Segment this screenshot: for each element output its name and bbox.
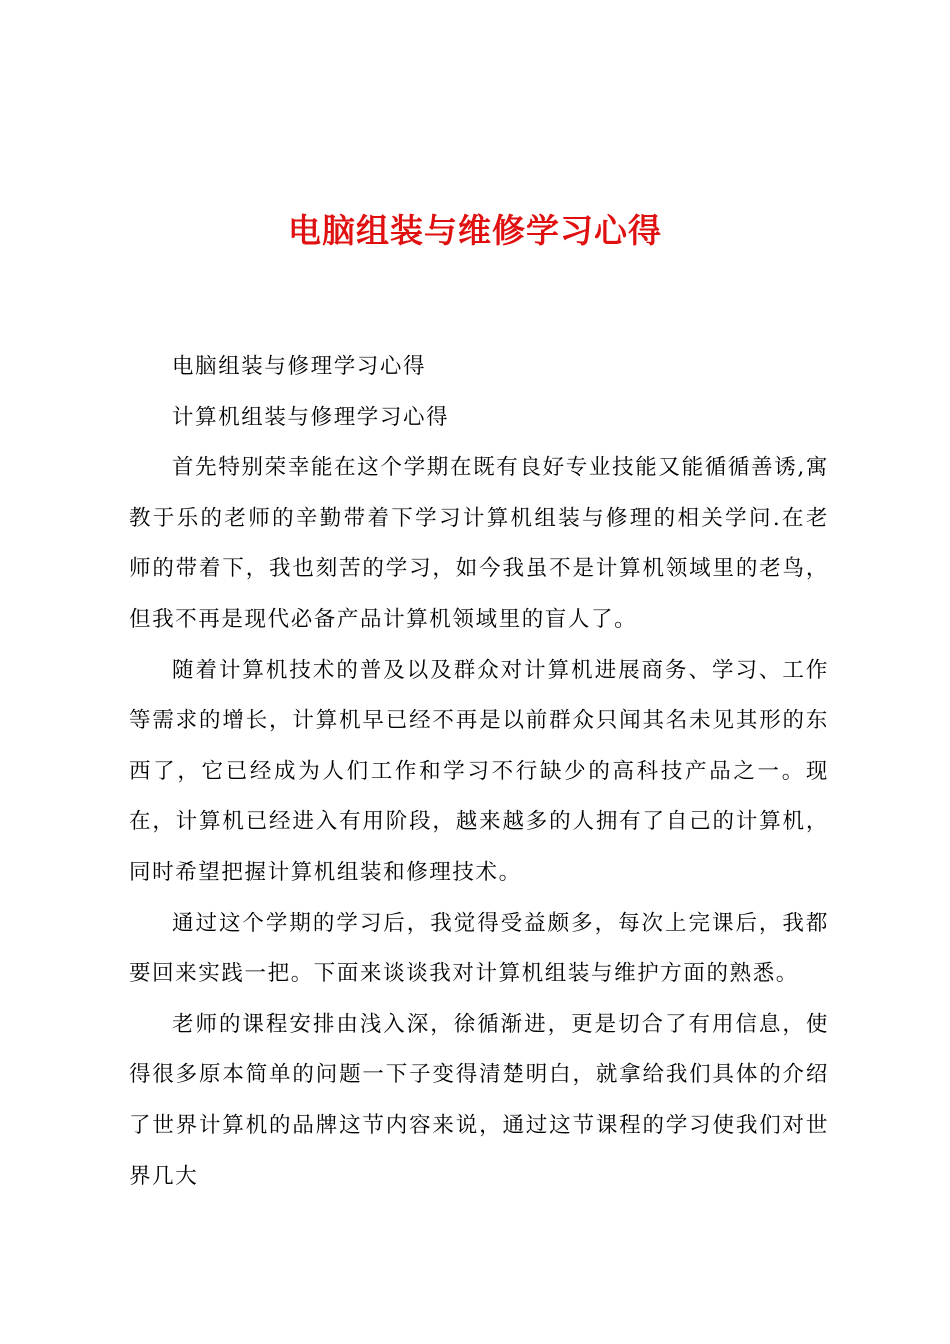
paragraph-heading-2: 计算机组装与修理学习心得 bbox=[172, 404, 450, 430]
paragraph-intro: 首先特别荣幸能在这个学期在既有良好专业技能又能循循善诱,寓教于乐的老师的辛勤带着下学习计算机组装与修理的相关学问.在老师的带着下，我也刻苦的学习，如今我虽不是计算机领域里的老鸟，但我不再是现代必备产品计算机领域里的盲人了。 bbox=[129, 455, 829, 632]
paragraph-course: 老师的课程安排由浅入深，徐循渐进，更是切合了有用信息，使得很多原本简单的问题一下子变得清楚明白，就拿给我们具体的介绍了世界计算机的品牌这节内容来说，通过这节课程的学习使我们对世界几大 bbox=[129, 1011, 829, 1189]
document-body bbox=[129, 342, 829, 1202]
document-title: 电脑组装与维修学习心得 bbox=[288, 211, 662, 250]
paragraph-learning: 通过这个学期的学习后，我觉得受益颇多，每次上完课后，我都要回来实践一把。下面来谈谈我对计算机组装与维护方面的熟悉。 bbox=[129, 910, 829, 987]
paragraph-background: 随着计算机技术的普及以及群众对计算机进展商务、学习、工作等需求的增长，计算机早已经不再是以前群众只闻其名未见其形的东西了，它已经成为人们工作和学习不行缺少的高科技产品之一。现在，计算机已经进入有用阶段，越来越多的人拥有了自己的计算机，同时希望把握计算机组装和修理技术。 bbox=[129, 657, 829, 885]
paragraph-heading-1: 电脑组装与修理学习心得 bbox=[172, 354, 427, 379]
